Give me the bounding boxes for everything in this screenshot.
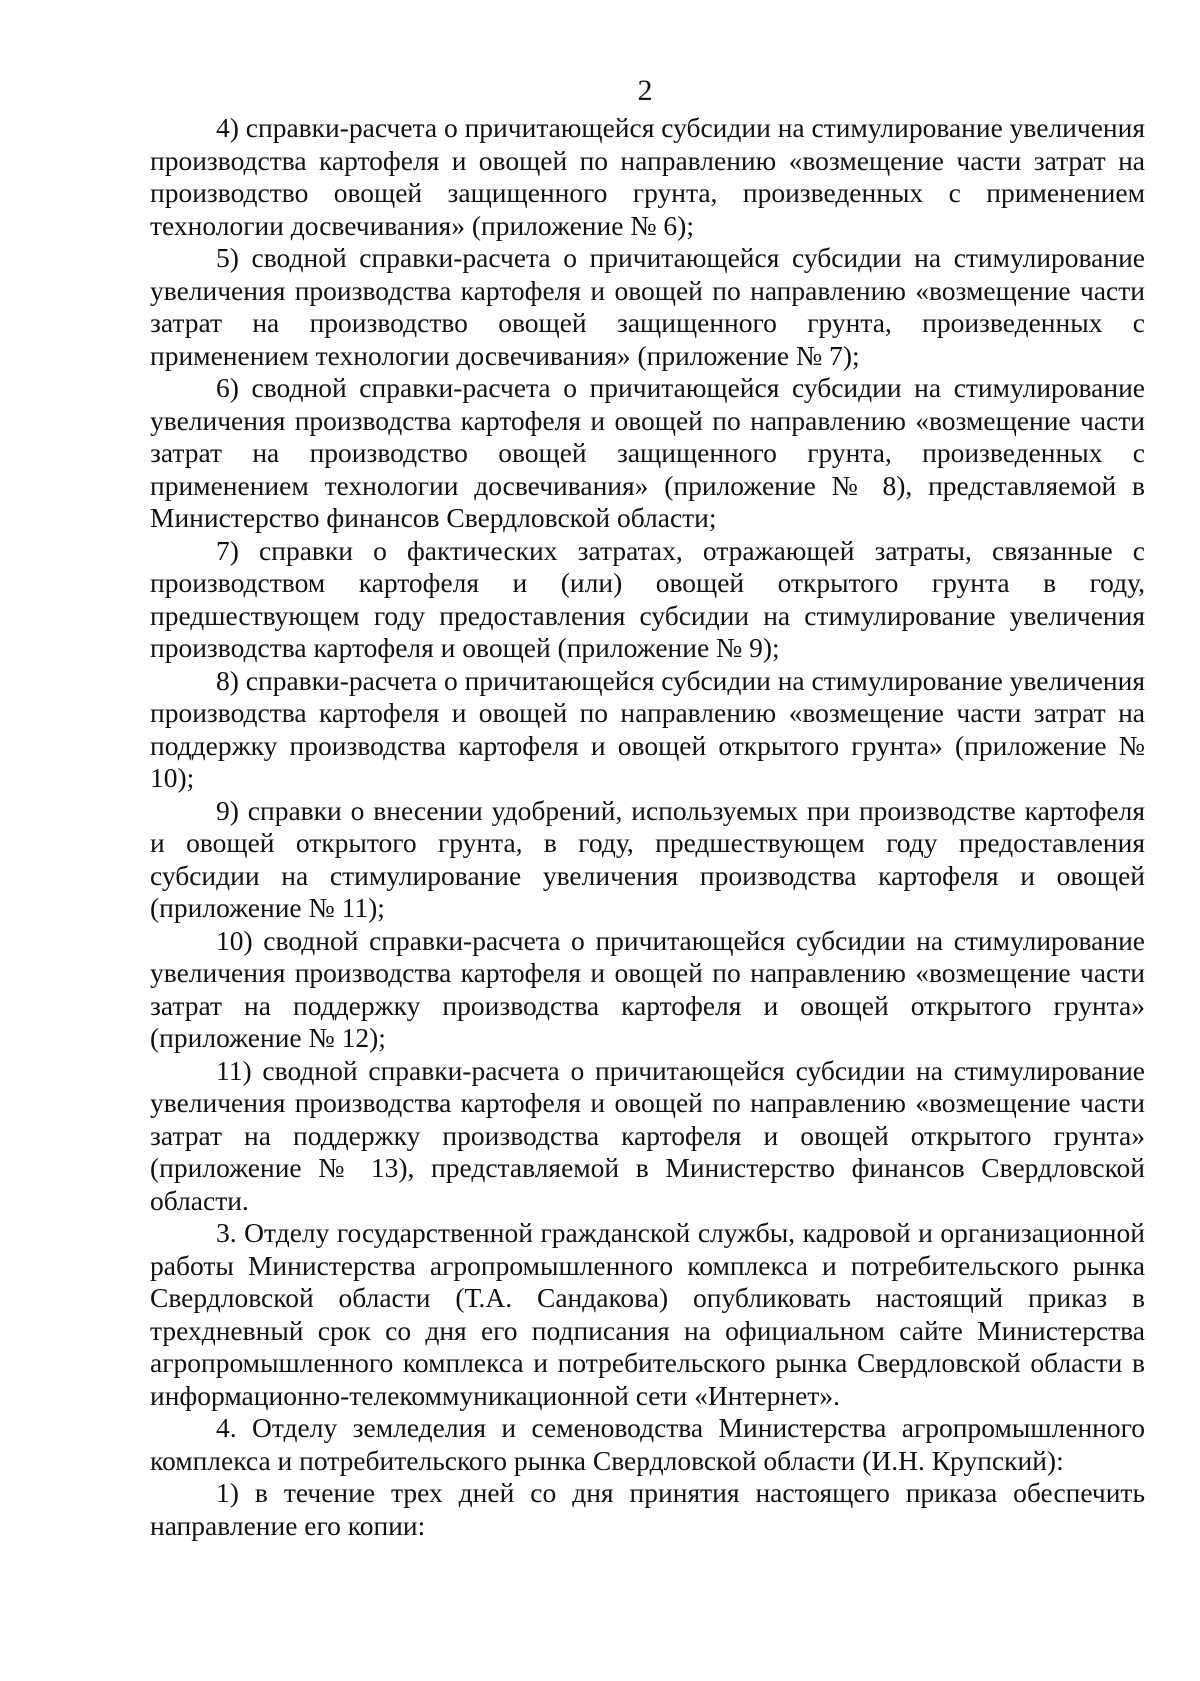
paragraph-item-6-summary-reference: 6) сводной справки-расчета о причитающейся субсидии на стимулирование увеличения производства картофеля и овощей по направлению «возмещение части затрат на производство овощей защищенного грунта, произведенных с применением технологии досвечивания» (приложение № 8), представляемой в Министерство финансов Свердловской области; [150, 372, 1145, 533]
paragraph-item-7-actual-costs: 7) справки о фактических затратах, отражающей затраты, связанные с производством картофеля и (или) овощей открытого грунта в году, предшествующем году предоставления субсидии на стимулирование увеличения производства картофеля и овощей (приложение № 9); [150, 534, 1145, 663]
paragraph-clause-4-item-1: 1) в течение трех дней со дня принятия настоящего приказа обеспечить направление его копии: [150, 1477, 1145, 1541]
paragraph-item-9-fertilizers: 9) справки о внесении удобрений, используемых при производстве картофеля и овощей открытого грунта, в году, предшествующем году предоставления субсидии на стимулирование увеличения производства картофеля и овощей (приложение № 11); [150, 794, 1145, 923]
paragraph-item-8-reference: 8) справки-расчета о причитающейся субсидии на стимулирование увеличения производства картофеля и овощей по направлению «возмещение части затрат на поддержку производства картофеля и овощей открытого грунта» (приложение № 10); [150, 664, 1145, 793]
paragraph-item-11-summary-reference: 11) сводной справки-расчета о причитающейся субсидии на стимулирование увеличения производства картофеля и овощей по направлению «возмещение части затрат на поддержку производства картофеля и овощей открытого грунта» (приложение № 13), представляемой в Министерство финансов Свердловской области. [150, 1054, 1145, 1216]
paragraph-item-10-summary-reference: 10) сводной справки-расчета о причитающейся субсидии на стимулирование увеличения производства картофеля и овощей по направлению «возмещение части затрат на поддержку производства картофеля и овощей открытого грунта» (приложение № 12); [150, 924, 1145, 1053]
paragraph-item-4-reference: 4) справки-расчета о причитающейся субсидии на стимулирование увеличения производства картофеля и овощей по направлению «возмещение части затрат на производство овощей защищенного грунта, произведенных с применением технологии досвечивания» (приложение № 6); [150, 112, 1145, 241]
paragraph-clause-3-publication: 3. Отделу государственной гражданской службы, кадровой и организационной работы Министерства агропромышленного комплекса и потребительского рынка Свердловской области (Т.А. Сандакова) опубликовать настоящий приказ в трехдневный срок со дня его подписания на официальном сайте Министерства агропромышленного комплекса и потребительского рынка Свердловской области в информационно-телекоммуникационной сети «Интернет». [150, 1217, 1145, 1411]
page-number: 2 [637, 74, 653, 107]
paragraph-clause-4-department: 4. Отделу земледелия и семеноводства Министерства агропромышленного комплекса и потребительского рынка Свердловской области (И.Н. Крупский): [150, 1412, 1145, 1476]
document-body [150, 112, 1145, 1542]
paragraph-item-5-summary-reference: 5) сводной справки-расчета о причитающейся субсидии на стимулирование увеличения производства картофеля и овощей по направлению «возмещение части затрат на производство овощей защищенного грунта, произведенных с применением технологии досвечивания» (приложение № 7); [150, 242, 1145, 371]
